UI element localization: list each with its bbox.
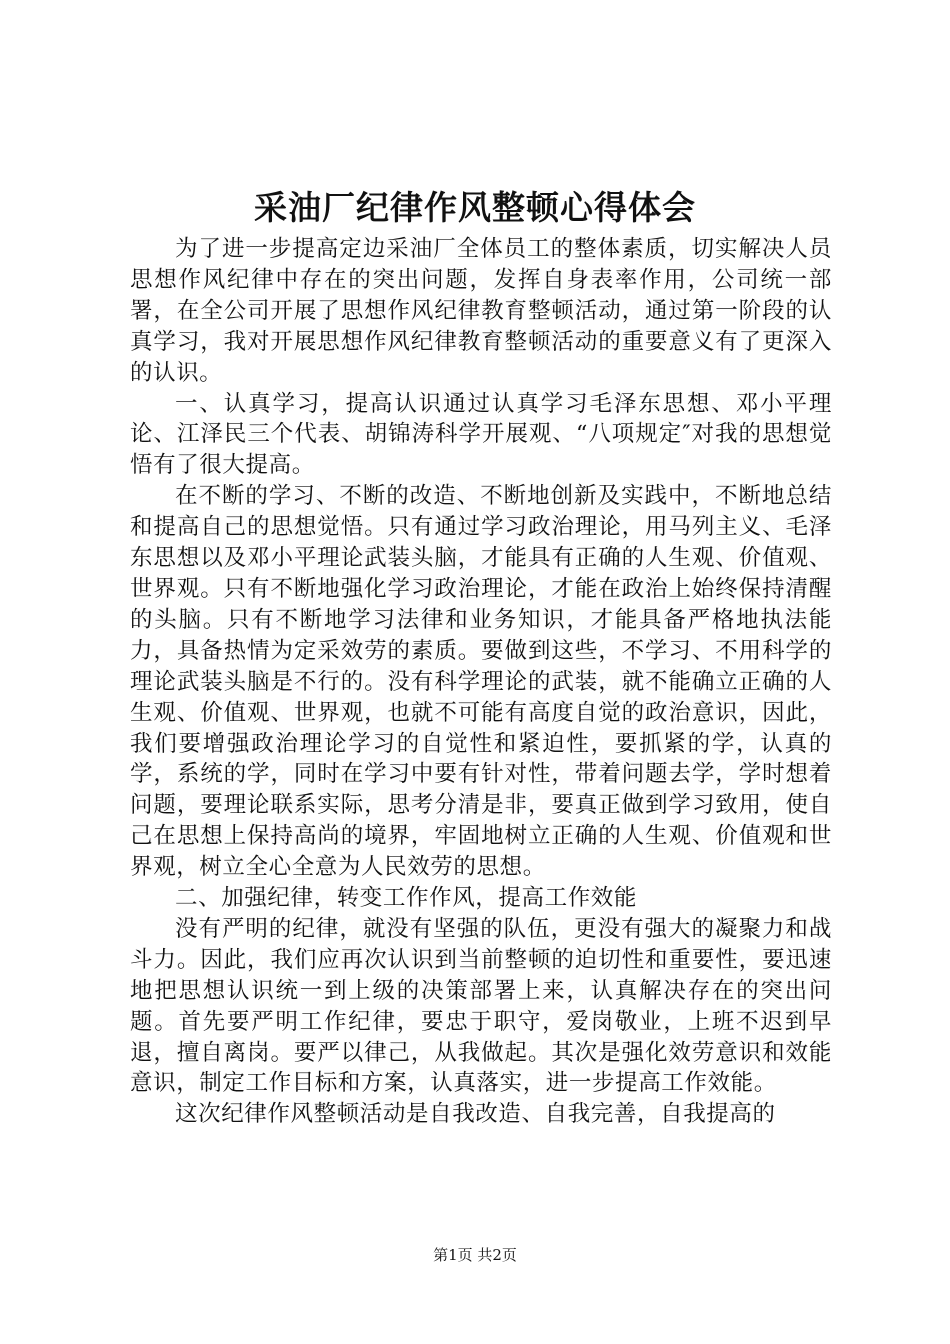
paragraph-conclusion-start: 这次纪律作风整顿活动是自我改造、自我完善，自我提高的	[175, 1101, 776, 1128]
paragraph-section-two-heading: 二、加强纪律，转变工作作风，提高工作效能	[175, 885, 638, 912]
paragraph-study: 在不断的学习、不断的改造、不断地创新及实践中，不断地总结和提高自己的思想觉悟。只有通过学习政治理论，用马列主义、毛泽东思想以及邓小平理论武装头脑，才能具有正确的人生观、价值观、世界观。只有不断地强化学习政治理论，才能在政治上始终保持清醒的头脑。只有不断地学习法律和业务知识，才能具备严格地执法能力，具备热情为定采效劳的素质。要做到这些，不学习、不用科学的理论武装头脑是不行的。没有科学理论的武装，就不能确立正确的人生观、价值观、世界观，也就不可能有高度自觉的政治意识，因此，我们要增强政治理论学习的自觉性和紧迫性，要抓紧的学，认真的学，系统的学，同时在学习中要有针对性，带着问题去学，学时想着问题，要理论联系实际，思考分清是非，要真正做到学习致用，使自己在思想上保持高尚的境界，牢固地树立正确的人生观、价值观和世界观，树立全心全意为人民效劳的思想。	[130, 483, 832, 881]
document-body	[130, 234, 832, 1130]
page-number-footer: 第1页 共2页	[433, 1246, 517, 1264]
paragraph-intro: 为了进一步提高定边采油厂全体员工的整体素质，切实解决人员思想作风纪律中存在的突出问题，发挥自身表率作用，公司统一部署，在全公司开展了思想作风纪律教育整顿活动，通过第一阶段的认真学习，我对开展思想作风纪律教育整顿活动的重要意义有了更深入的认识。	[130, 236, 832, 386]
document-title: 采油厂纪律作风整顿心得体会	[254, 188, 696, 227]
paragraph-discipline: 没有严明的纪律，就没有坚强的队伍，更没有强大的凝聚力和战斗力。因此，我们应再次认识到当前整顿的迫切性和重要性，要迅速地把思想认识统一到上级的决策部署上来，认真解决存在的突出问题。首先要严明工作纪律，要忠于职守，爱岗敬业，上班不迟到早退，擅自离岗。要严以律己，从我做起。其次是强化效劳意识和效能意识，制定工作目标和方案，认真落实，进一步提高工作效能。	[130, 915, 832, 1097]
paragraph-section-one: 一、认真学习，提高认识通过认真学习毛泽东思想、邓小平理论、江泽民三个代表、胡锦涛科学开展观、“八项规定″对我的思想觉悟有了很大提高。	[130, 390, 832, 479]
